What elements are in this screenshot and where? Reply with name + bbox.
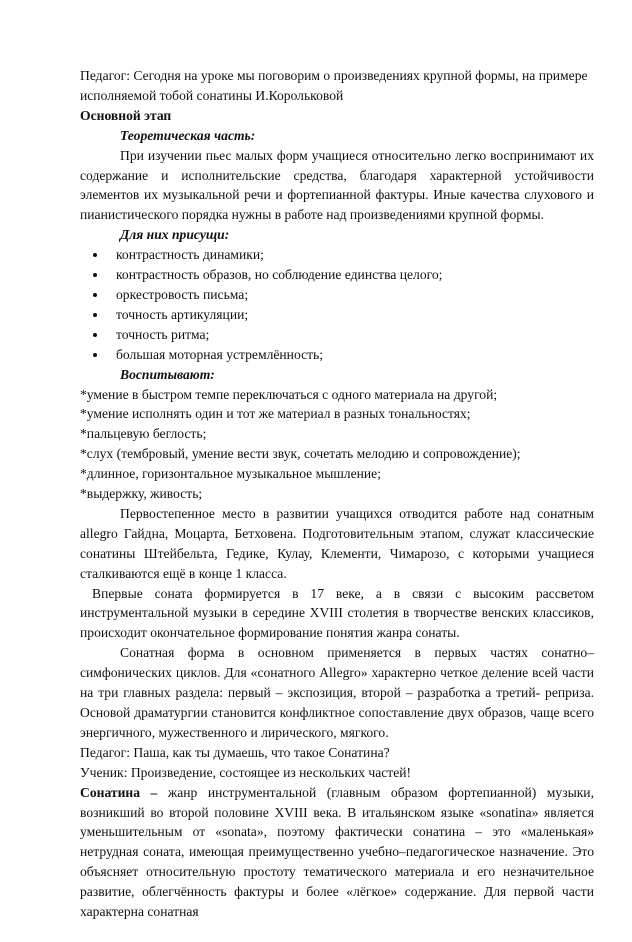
theory-paragraph: При изучении пьес малых форм учащиеся относительно легко воспринимают их содержание и исполнительские средства, благодаря характерной устойчивости элементов их музыкальной речи и фортепианной фактуры. Иные качества слухового и пианистического порядка нужны в работе над произведениями крупной формы.	[80, 147, 594, 223]
body-paragraph: Первостепенное место в развитии учащихся отводится работе над сонатным allegro Гайдна, Моцарта, Бетховена. Подготовительным этапом, служат классические сонатины Штейбельта, Гедике, Кулау, Клементи, Чимарозо, с которыми учащиеся сталкиваются ещё в конце 1 класса.	[80, 505, 594, 581]
develop-item: *выдержку, живость;	[80, 486, 203, 502]
body-paragraph: Сонатная форма в основном применяется в первых частях сонатно–симфонических циклов. Для «сонатного Allegro» характерно четкое деление всей части на три главных раздела: первый – экспозиция, второй – разработка а третий- репризa. Основой драматургии становится конфликтное сопоставление двух образов, чаще всего энергичного, мужественного и лирического, мягкого.	[80, 645, 594, 740]
develop-item: *умение в быстром темпе переключаться с одного материала на другой;	[80, 386, 498, 402]
features-list	[80, 245, 594, 364]
develop-subtitle: Воспитывают:	[120, 366, 215, 382]
body-paragraph: Впервые соната формируется в 17 веке, а в связи с высоким рассветом инструментальной музыки в середине XVIII столетия в творчестве венских классиков, происходит окончательное формирование понятия жанра сонаты.	[80, 585, 594, 641]
develop-item: *пальцевую беглость;	[80, 426, 207, 442]
list-item: контрастность динамики;	[116, 245, 594, 265]
intro-paragraph: Педагог: Сегодня на уроке мы поговорим о произведениях крупной формы, на примере исполняемой тобой сонатины И.Корольковой	[80, 68, 588, 103]
section-title: Основной этап	[80, 107, 172, 123]
dialogue-line: Ученик: Произведение, состоящее из нескольких частей!	[80, 764, 412, 780]
list-item: оркестровость письма;	[116, 285, 594, 305]
develop-item: *слух (тембровый, умение вести звук, сочетать мелодию и сопровождение);	[80, 446, 521, 462]
definition-text: жанр инструментальной (главным образом фортепианной) музыки, возникший во второй половине XVIII века. В итальянском языке «sonatina» является уменьшительным от «sonata», поэтому фактически сонатина – это «маленькая» нетрудная соната, имеющая преимущественно учебно–педагогическое назначение. Это объясняет относительную простоту тематического материала и его незначительное развитие, облегчённость фактуры и более «лёгкое» содержание. Для первой части характерна сонатная	[80, 784, 594, 920]
list-item: большая моторная устремлённость;	[116, 345, 594, 365]
definition-paragraph	[80, 783, 594, 922]
list-item: контрастность образов, но соблюдение единства целого;	[116, 265, 594, 285]
develop-item: *умение исполнять один и тот же материал в разных тональностях;	[80, 406, 471, 422]
list-item: точность артикуляции;	[116, 305, 594, 325]
definition-term: Сонатина –	[80, 784, 158, 800]
features-subtitle: Для них присущи:	[120, 227, 230, 243]
list-item: точность ритма;	[116, 325, 594, 345]
develop-item: *длинное, горизонтальное музыкальное мышление;	[80, 466, 381, 482]
document-page	[80, 66, 594, 922]
theory-subtitle: Теоретическая часть:	[120, 127, 256, 143]
dialogue-line: Педагог: Паша, как ты думаешь, что такое Сонатина?	[80, 744, 390, 760]
